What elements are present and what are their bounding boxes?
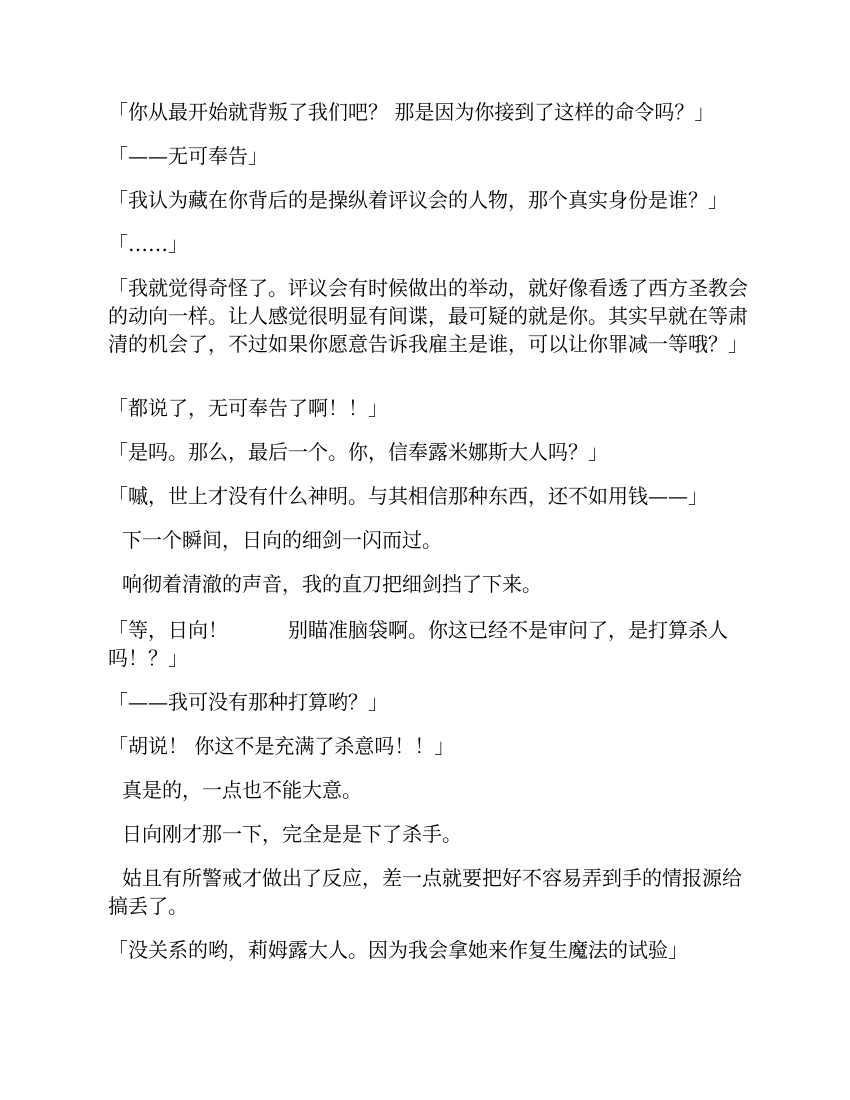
dialogue-line: 「我就觉得奇怪了。评议会有时候做出的举动，就好像看透了西方圣教会的动向一样。让人感觉很明显有间谍，最可疑的就是你。其实早就在等肃清的机会了，不过如果你愿意告诉我雇主是谁，可以让你罪减一等哦？」 — [108, 276, 748, 356]
dialogue-line: 「没关系的哟，莉姆露大人。因为我会拿她来作复生魔法的试验」 — [108, 938, 688, 962]
narration-line: 下一个瞬间，日向的细剑一闪而过。 — [122, 528, 442, 552]
dialogue-line: 「胡说！ 你这不是充满了杀意吗！！」 — [108, 734, 455, 758]
narration-line: 日向刚才那一下，完全是是下了杀手。 — [122, 822, 462, 846]
dialogue-line: 「我认为藏在你背后的是操纵着评议会的人物，那个真实身份是谁？」 — [108, 188, 728, 212]
dialogue-line: 「——无可奉告」 — [108, 144, 268, 168]
dialogue-line: 「都说了，无可奉告了啊！！」 — [108, 396, 388, 420]
narration-line: 真是的，一点也不能大意。 — [122, 778, 362, 802]
dialogue-line: 「等，日向！ 别瞄准脑袋啊。你这已经不是审问了，是打算杀人吗！？」 — [108, 618, 728, 670]
dialogue-line: 「……」 — [108, 232, 188, 256]
dialogue-line: 「是吗。那么，最后一个。你，信奉露米娜斯大人吗？」 — [108, 440, 608, 464]
narration-line: 姑且有所警戒才做出了反应，差一点就要把好不容易弄到手的情报源给搞丢了。 — [108, 866, 742, 918]
narration-line: 响彻着清澈的声音，我的直刀把细剑挡了下来。 — [122, 572, 542, 596]
document-page — [108, 0, 748, 1100]
dialogue-line: 「你从最开始就背叛了我们吧？ 那是因为你接到了这样的命令吗？」 — [108, 100, 715, 124]
dialogue-line: 「嘁，世上才没有什么神明。与其相信那种东西，还不如用钱——」 — [108, 484, 708, 508]
dialogue-line: 「——我可没有那种打算哟？」 — [108, 690, 388, 714]
